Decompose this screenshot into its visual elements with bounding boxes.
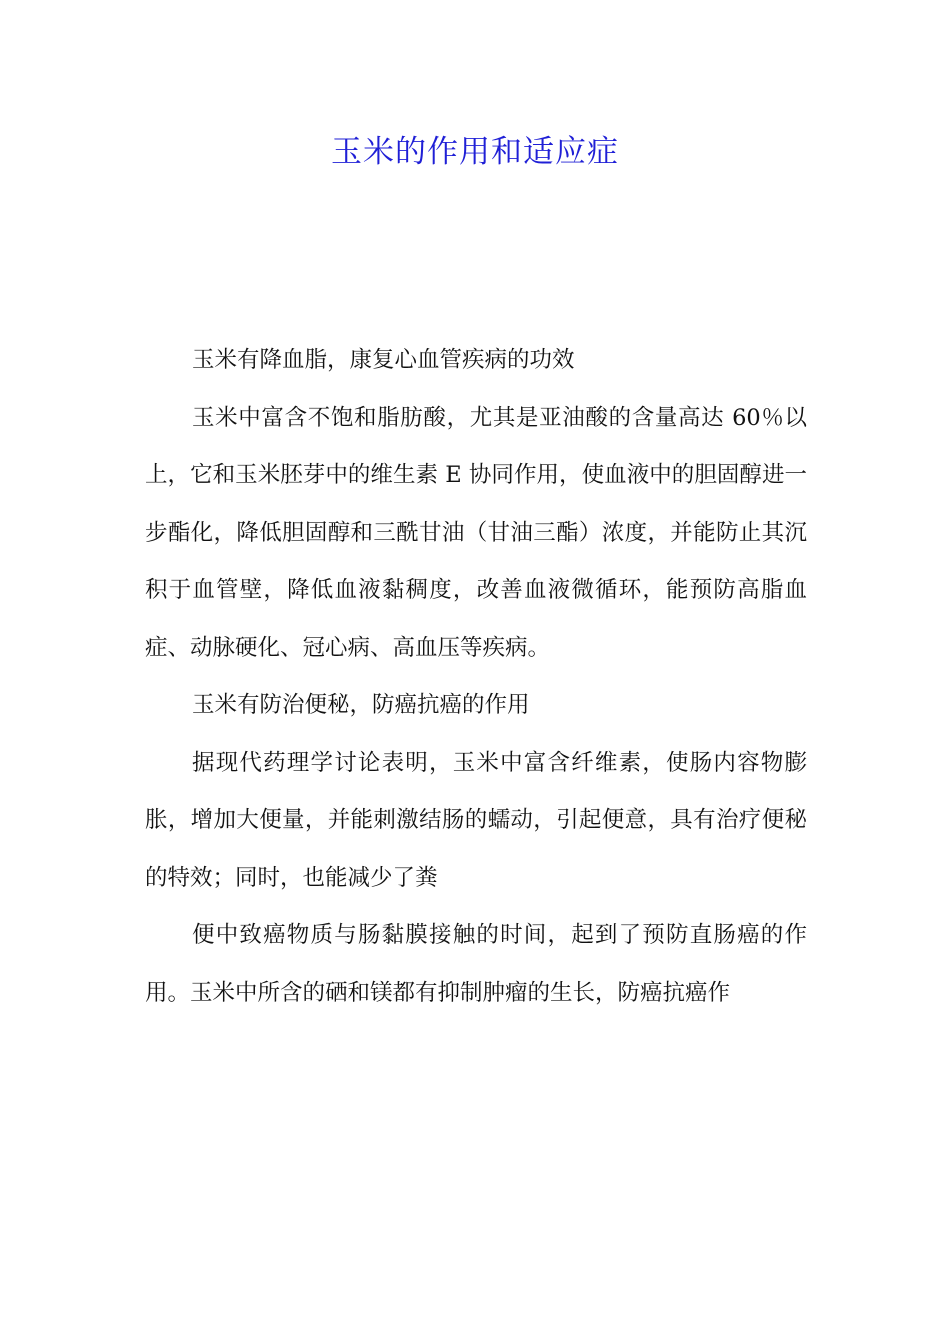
paragraph-fiber: 据现代药理学讨论表明，玉米中富含纤维素，使肠内容物膨胀，增加大便量，并能刺激结肠的蠕动，引起便意，具有治疗便秘的特效；同时，也能减少了粪: [145, 749, 807, 891]
paragraph-anticancer: 便中致癌物质与肠黏膜接触的时间，起到了预防直肠癌的作用。玉米中所含的硒和镁都有抑制肿瘤的生长，防癌抗癌作: [145, 922, 807, 1006]
document-body: [145, 332, 807, 1022]
heading-lipid-lowering: 玉米有降血脂，康复心血管疾病的功效: [192, 347, 575, 373]
document-title: 玉米的作用和适应症: [331, 134, 619, 170]
paragraph-fatty-acids: 玉米中富含不饱和脂肪酸，尤其是亚油酸的含量高达 60％以上，它和玉米胚芽中的维生素 E 协同作用，使血液中的胆固醇进一步酯化，降低胆固醇和三酰甘油（甘油三酯）浓度，并能防止其沉积于血管壁，降低血液黏稠度，改善血液微循环，能预防高脂血症、动脉硬化、冠心病、高血压等疾病。: [145, 404, 807, 661]
heading-constipation-cancer: 玉米有防治便秘，防癌抗癌的作用: [192, 692, 530, 718]
